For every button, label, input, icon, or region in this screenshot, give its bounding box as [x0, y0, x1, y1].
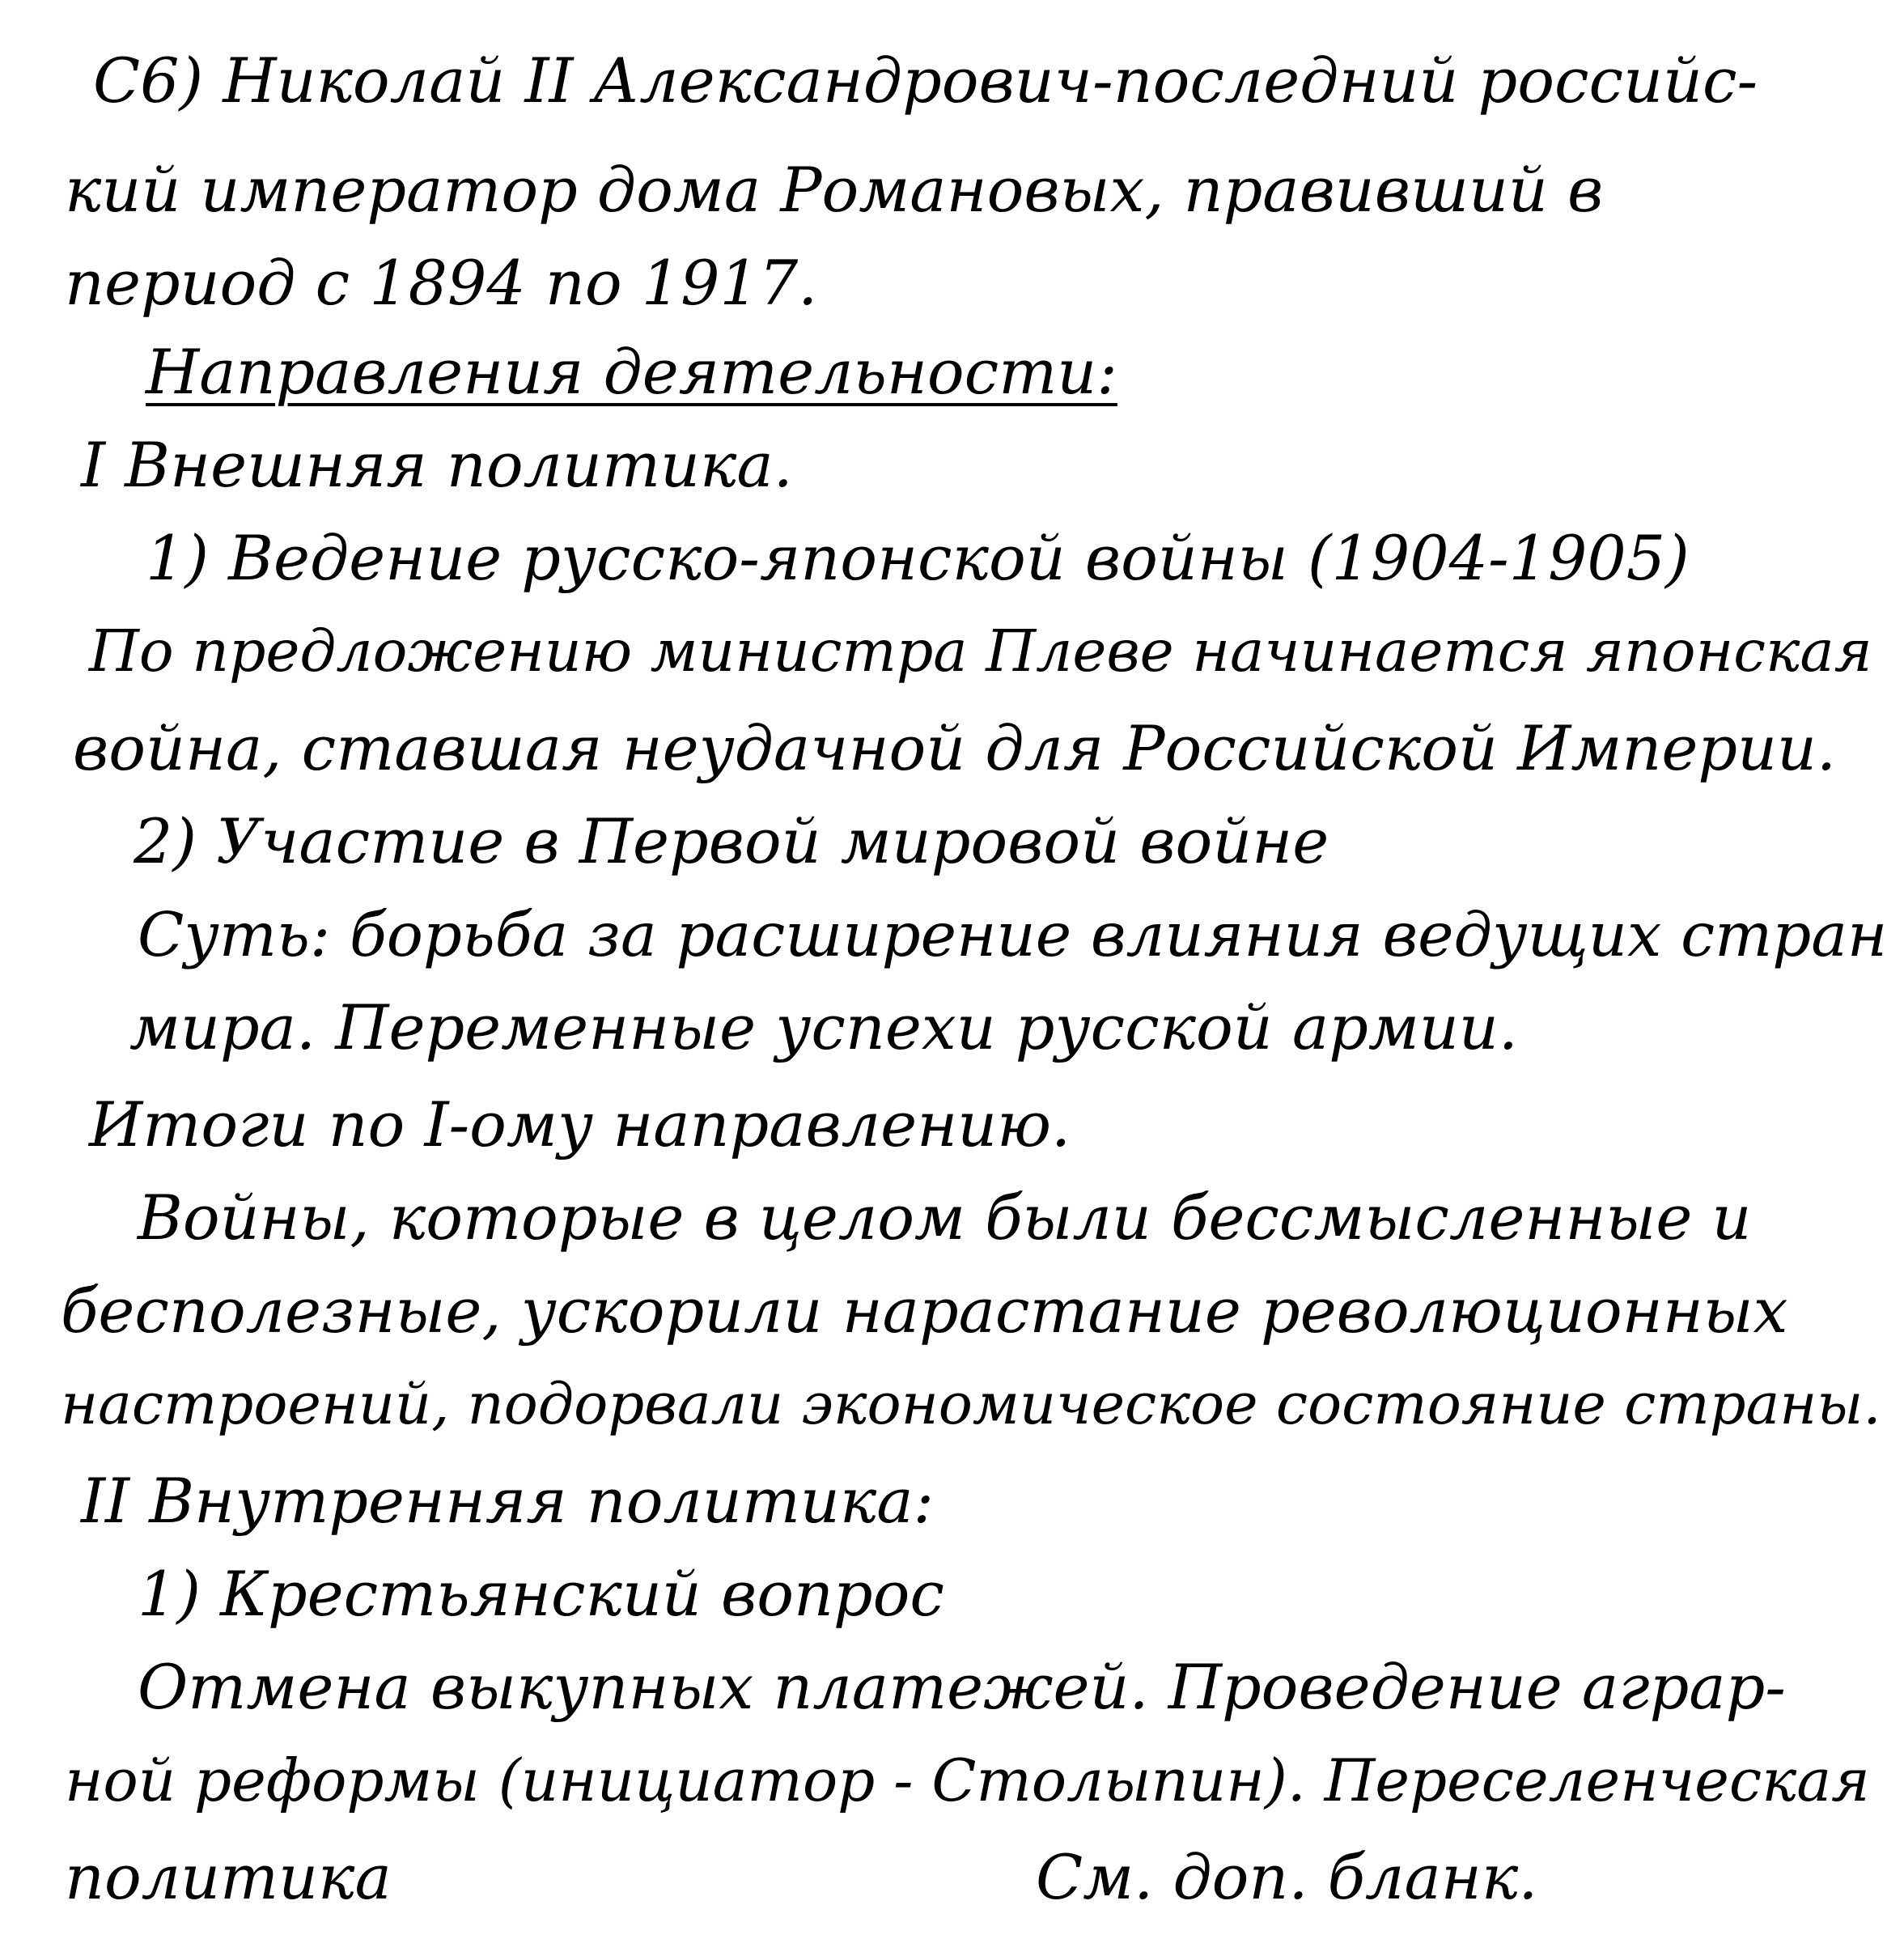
text-line-3: период с 1894 по 1917.	[65, 247, 818, 319]
text-line-5: I Внешняя политика.	[81, 429, 793, 501]
text-line-20: политика	[65, 1841, 392, 1913]
text-line-15: настроений, подорвали экономическое состояние страны.	[61, 1371, 1881, 1437]
footnote-see-extra-sheet: См. доп. бланк.	[1036, 1841, 1538, 1913]
text-line-18: Отмена выкупных платежей. Проведение аграр-	[138, 1651, 1786, 1723]
text-line-13: Войны, которые в целом были бессмысленные и	[138, 1182, 1752, 1254]
text-line-7: По предложению министра Плеве начинается японская	[89, 617, 1872, 685]
text-line-6: 1) Ведение русско-японской войны (1904-1905)	[146, 522, 1690, 594]
text-line-12: Итоги по I-ому направлению.	[89, 1088, 1071, 1160]
text-line-11: мира. Переменные успехи русской армии.	[129, 991, 1518, 1063]
text-line-10: Суть: борьба за расширение влияния ведущих стран	[138, 899, 1888, 970]
text-line-14: бесполезные, ускорили нарастание революционных	[61, 1275, 1788, 1347]
section-heading: Направления деятельности:	[146, 336, 1117, 408]
text-line-8: война, ставшая неудачной для Российской Империи.	[73, 712, 1837, 784]
text-line-16: II Внутренняя политика:	[81, 1465, 935, 1537]
text-line-17: 1) Крестьянский вопрос	[138, 1558, 944, 1630]
text-line-1: С6) Николай II Александрович-последний российс-	[93, 45, 1758, 117]
text-line-9: 2) Участие в Первой мировой войне	[134, 805, 1329, 877]
text-line-19: ной реформы (инициатор - Столыпин). Переселенческая	[65, 1746, 1870, 1814]
text-line-2: кий император дома Романовых, правивший в	[65, 154, 1604, 226]
